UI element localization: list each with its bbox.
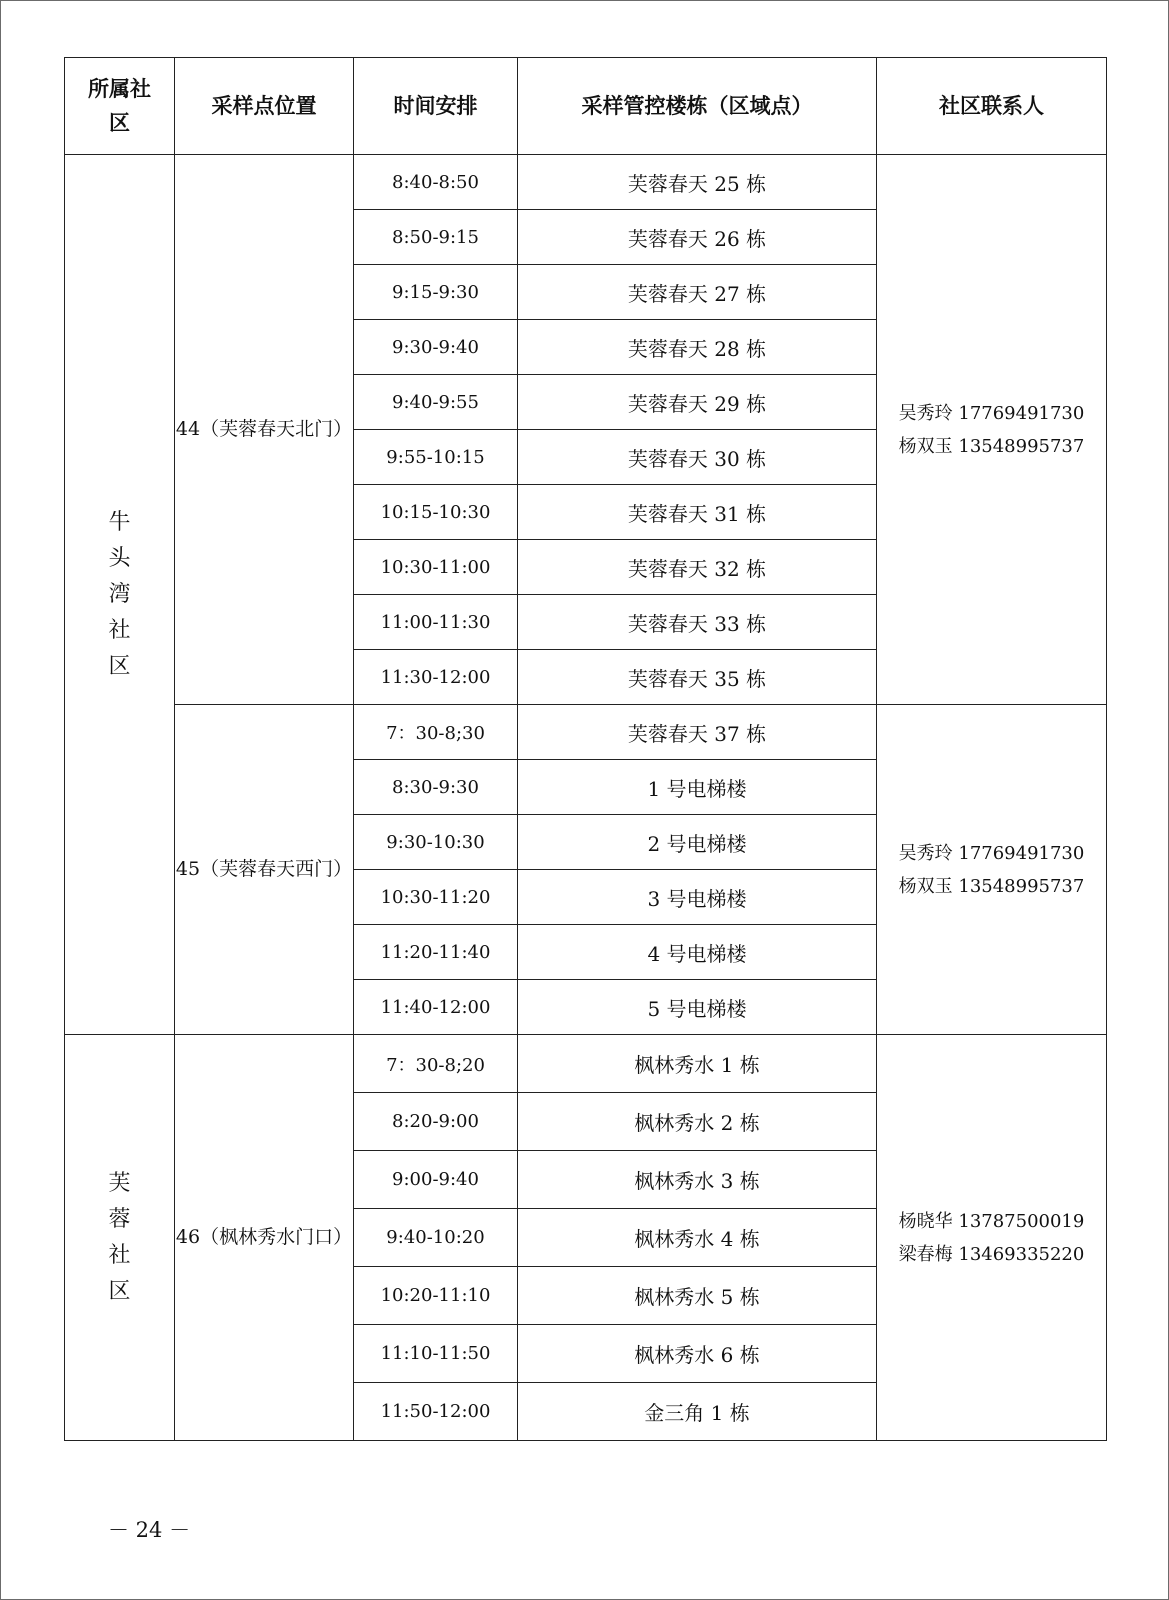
time-slot: 11:30-12:00 — [354, 650, 518, 705]
contact-person: 梁春梅 13469335220 — [898, 1243, 1085, 1265]
time-slot: 8:50-9:15 — [354, 210, 518, 265]
building: 2 号电梯楼 — [518, 815, 877, 870]
building: 1 号电梯楼 — [518, 760, 877, 815]
time-slot: 9:30-10:30 — [354, 815, 518, 870]
building: 枫林秀水 6 栋 — [518, 1325, 877, 1383]
building: 枫林秀水 5 栋 — [518, 1267, 877, 1325]
building: 芙蓉春天 26 栋 — [518, 210, 877, 265]
community-name-char: 牛 — [108, 509, 131, 535]
community-name-char: 头 — [108, 545, 131, 571]
time-slot: 9:15-9:30 — [354, 265, 518, 320]
time-slot: 10:15-10:30 — [354, 485, 518, 540]
building: 芙蓉春天 35 栋 — [518, 650, 877, 705]
table-body — [65, 155, 1107, 1441]
building: 芙蓉春天 33 栋 — [518, 595, 877, 650]
time-slot: 8:40-8:50 — [354, 155, 518, 210]
building: 芙蓉春天 30 栋 — [518, 430, 877, 485]
time-slot: 10:30-11:00 — [354, 540, 518, 595]
table-row — [65, 705, 1107, 760]
building: 金三角 1 栋 — [518, 1383, 877, 1441]
building: 芙蓉春天 29 栋 — [518, 375, 877, 430]
time-slot: 9:30-9:40 — [354, 320, 518, 375]
building: 芙蓉春天 31 栋 — [518, 485, 877, 540]
time-slot: 9:55-10:15 — [354, 430, 518, 485]
building: 芙蓉春天 28 栋 — [518, 320, 877, 375]
time-slot: 9:40-10:20 — [354, 1209, 518, 1267]
building: 芙蓉春天 25 栋 — [518, 155, 877, 210]
header-community: 所属社区 — [65, 58, 175, 155]
time-slot: 9:40-9:55 — [354, 375, 518, 430]
community-name-char: 区 — [108, 653, 131, 679]
building: 芙蓉春天 37 栋 — [518, 705, 877, 760]
time-slot: 11:10-11:50 — [354, 1325, 518, 1383]
time-slot: 8:20-9:00 — [354, 1093, 518, 1151]
community-name-char: 社 — [108, 617, 131, 643]
contact-person: 杨双玉 13548995737 — [898, 875, 1085, 897]
building: 5 号电梯楼 — [518, 980, 877, 1035]
time-slot: 7：30-8;20 — [354, 1035, 518, 1093]
table-row — [65, 1035, 1107, 1093]
contact-cell — [877, 705, 1107, 1035]
community-name-char: 社 — [108, 1242, 131, 1268]
time-slot: 11:00-11:30 — [354, 595, 518, 650]
page-number: － 24 － — [108, 1518, 191, 1542]
community-name-char: 蓉 — [108, 1206, 131, 1232]
time-slot: 11:20-11:40 — [354, 925, 518, 980]
building: 4 号电梯楼 — [518, 925, 877, 980]
contact-cell — [877, 1035, 1107, 1441]
community-name-char: 区 — [108, 1278, 131, 1304]
time-slot: 11:50-12:00 — [354, 1383, 518, 1441]
building: 3 号电梯楼 — [518, 870, 877, 925]
time-slot: 11:40-12:00 — [354, 980, 518, 1035]
building: 芙蓉春天 27 栋 — [518, 265, 877, 320]
sampling-site-cell: 46（枫林秀水门口） — [175, 1035, 354, 1441]
community-name — [65, 505, 174, 685]
contact-person: 吴秀玲 17769491730 — [898, 402, 1085, 424]
table-row — [65, 155, 1107, 210]
time-slot: 7：30-8;30 — [354, 705, 518, 760]
header-buildings: 采样管控楼栋（区域点） — [518, 58, 877, 155]
header-site: 采样点位置 — [175, 58, 354, 155]
sampling-schedule-table — [64, 57, 1107, 1441]
community-cell — [65, 155, 175, 1035]
sampling-site-cell: 44（芙蓉春天北门） — [175, 155, 354, 705]
community-name-char: 湾 — [108, 581, 131, 607]
time-slot: 8:30-9:30 — [354, 760, 518, 815]
time-slot: 9:00-9:40 — [354, 1151, 518, 1209]
building: 芙蓉春天 32 栋 — [518, 540, 877, 595]
header-contact: 社区联系人 — [877, 58, 1107, 155]
building: 枫林秀水 3 栋 — [518, 1151, 877, 1209]
building: 枫林秀水 4 栋 — [518, 1209, 877, 1267]
community-cell — [65, 1035, 175, 1441]
table-header-row — [65, 58, 1107, 155]
header-time: 时间安排 — [354, 58, 518, 155]
sampling-site-cell: 45（芙蓉春天西门） — [175, 705, 354, 1035]
time-slot: 10:30-11:20 — [354, 870, 518, 925]
contact-cell — [877, 155, 1107, 705]
community-name — [65, 1166, 174, 1310]
community-name-char: 芙 — [108, 1170, 131, 1196]
contact-person: 杨晓华 13787500019 — [898, 1210, 1085, 1232]
building: 枫林秀水 1 栋 — [518, 1035, 877, 1093]
time-slot: 10:20-11:10 — [354, 1267, 518, 1325]
building: 枫林秀水 2 栋 — [518, 1093, 877, 1151]
contact-person: 杨双玉 13548995737 — [898, 435, 1085, 457]
contact-person: 吴秀玲 17769491730 — [898, 842, 1085, 864]
